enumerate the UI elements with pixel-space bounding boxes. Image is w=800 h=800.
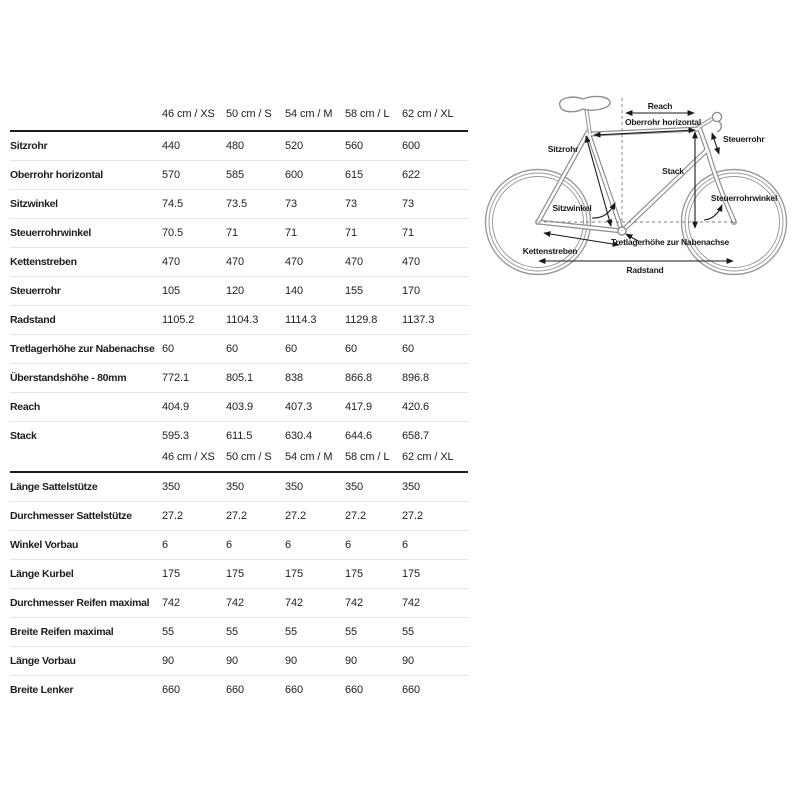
row-value: 71	[345, 227, 358, 239]
row-value: 622	[402, 169, 421, 181]
components-table	[10, 442, 468, 704]
size-column-header: 58 cm / L	[345, 108, 390, 120]
row-value: 175	[402, 568, 421, 580]
row-value: 6	[345, 539, 352, 551]
row-value: 27.2	[285, 510, 307, 522]
row-value: 170	[402, 285, 421, 297]
table-row	[10, 393, 468, 422]
row-value: 570	[162, 169, 181, 181]
row-value: 407.3	[285, 401, 313, 413]
row-value: 470	[402, 256, 421, 268]
saddle	[560, 96, 610, 134]
row-value: 772.1	[162, 372, 190, 384]
row-value: 90	[285, 655, 298, 667]
row-value: 660	[285, 684, 304, 696]
row-label: Steuerrohrwinkel	[10, 227, 91, 239]
row-value: 630.4	[285, 430, 313, 442]
row-value: 417.9	[345, 401, 373, 413]
sitzwinkel-label: Sitzwinkel	[552, 203, 592, 213]
row-value: 805.1	[226, 372, 254, 384]
row-value: 55	[402, 626, 415, 638]
row-value: 175	[226, 568, 245, 580]
row-value: 27.2	[162, 510, 184, 522]
size-column-header: 54 cm / M	[285, 108, 333, 120]
reach-label: Reach	[647, 101, 673, 111]
row-value: 71	[285, 227, 298, 239]
table-row	[10, 364, 468, 393]
row-value: 55	[162, 626, 175, 638]
row-value: 140	[285, 285, 304, 297]
row-label: Tretlagerhöhe zur Nabenachse	[10, 343, 155, 355]
row-value: 60	[402, 343, 415, 355]
table-row	[10, 618, 468, 647]
row-value: 520	[285, 140, 304, 152]
row-value: 155	[345, 285, 364, 297]
size-column-header: 46 cm / XS	[162, 108, 215, 120]
row-value: 585	[226, 169, 245, 181]
row-value: 90	[402, 655, 415, 667]
row-value: 105	[162, 285, 181, 297]
row-value: 27.2	[226, 510, 248, 522]
row-value: 403.9	[226, 401, 254, 413]
row-value: 175	[345, 568, 364, 580]
row-value: 6	[162, 539, 169, 551]
row-value: 73	[285, 198, 298, 210]
sitzrohr-label: Sitzrohr	[547, 144, 579, 154]
row-value: 742	[162, 597, 181, 609]
row-value: 6	[402, 539, 409, 551]
table-row	[10, 190, 468, 219]
row-value: 73	[402, 198, 415, 210]
size-header-row	[10, 442, 468, 473]
row-value: 350	[402, 481, 421, 493]
row-value: 866.8	[345, 372, 373, 384]
row-value: 660	[226, 684, 245, 696]
row-label: Winkel Vorbau	[10, 539, 79, 551]
row-value: 615	[345, 169, 364, 181]
row-value: 470	[345, 256, 364, 268]
row-value: 1104.3	[226, 314, 259, 326]
row-value: 420.6	[402, 401, 430, 413]
kettenstreben-label: Kettenstreben	[522, 246, 578, 256]
row-value: 27.2	[402, 510, 424, 522]
size-column-header: 46 cm / XS	[162, 450, 215, 463]
headtube-arrow	[712, 133, 719, 154]
radstand-label: Radstand	[626, 265, 664, 275]
stack-label: Stack	[662, 166, 684, 176]
row-value: 838	[285, 372, 304, 384]
table-row	[10, 560, 468, 589]
row-value: 1105.2	[162, 314, 195, 326]
frame-geometry-table	[10, 98, 468, 450]
size-column-header: 62 cm / XL	[402, 108, 454, 120]
row-value: 73	[345, 198, 358, 210]
row-value: 70.5	[162, 227, 184, 239]
row-label: Sitzrohr	[10, 140, 48, 152]
row-value: 60	[345, 343, 358, 355]
row-value: 440	[162, 140, 181, 152]
row-label: Breite Reifen maximal	[10, 626, 114, 638]
row-value: 600	[402, 140, 421, 152]
row-label: Durchmesser Reifen maximal	[10, 597, 150, 609]
row-value: 595.3	[162, 430, 190, 442]
row-value: 350	[162, 481, 181, 493]
row-label: Sitzwinkel	[10, 198, 58, 210]
row-label: Oberrohr horizontal	[10, 169, 103, 181]
row-value: 742	[285, 597, 304, 609]
table-row	[10, 161, 468, 190]
table-row	[10, 589, 468, 618]
row-value: 896.8	[402, 372, 430, 384]
row-label: Stack	[10, 430, 37, 442]
row-value: 71	[226, 227, 239, 239]
table-row	[10, 502, 468, 531]
bike-geometry-diagram	[480, 84, 800, 296]
size-column-header: 50 cm / S	[226, 108, 272, 120]
row-value: 644.6	[345, 430, 373, 442]
row-value: 73.5	[226, 198, 248, 210]
row-value: 1129.8	[345, 314, 378, 326]
row-label: Steuerrohr	[10, 285, 61, 297]
tretlagerhoehe-label: Tretlagerhöhe zur Nabenachse	[610, 237, 730, 247]
row-value: 60	[285, 343, 298, 355]
steuerrohrwinkel-label: Steuerrohrwinkel	[710, 193, 778, 203]
row-value: 660	[162, 684, 181, 696]
row-value: 71	[402, 227, 415, 239]
row-value: 1137.3	[402, 314, 435, 326]
table-row	[10, 531, 468, 560]
table-row	[10, 306, 468, 335]
oberrohr-label: Oberrohr horizontal	[624, 117, 702, 127]
head-angle-arc	[704, 205, 722, 220]
size-column-header: 54 cm / M	[285, 450, 333, 463]
row-value: 350	[285, 481, 304, 493]
row-value: 60	[226, 343, 239, 355]
row-label: Länge Sattelstütze	[10, 481, 98, 493]
row-value: 90	[162, 655, 175, 667]
row-value: 6	[285, 539, 292, 551]
size-column-header: 50 cm / S	[226, 450, 272, 463]
row-value: 1114.3	[285, 314, 317, 326]
row-label: Überstandshöhe - 80mm	[10, 372, 127, 384]
row-value: 611.5	[226, 430, 253, 442]
row-value: 660	[345, 684, 364, 696]
table-row	[10, 248, 468, 277]
row-label: Länge Vorbau	[10, 655, 76, 667]
row-value: 660	[402, 684, 421, 696]
row-value: 350	[345, 481, 364, 493]
row-value: 27.2	[345, 510, 367, 522]
steuerrohr-label: Steuerrohr	[723, 134, 765, 144]
row-value: 74.5	[162, 198, 184, 210]
row-value: 90	[226, 655, 239, 667]
table-row	[10, 132, 468, 161]
row-value: 350	[226, 481, 245, 493]
row-value: 470	[162, 256, 181, 268]
row-label: Reach	[10, 401, 41, 413]
table-row	[10, 219, 468, 248]
table-row	[10, 676, 468, 704]
row-value: 55	[345, 626, 358, 638]
row-value: 90	[345, 655, 358, 667]
row-value: 6	[226, 539, 233, 551]
row-label: Kettenstreben	[10, 256, 77, 268]
row-value: 120	[226, 285, 245, 297]
size-header-row	[10, 98, 468, 132]
row-value: 175	[285, 568, 304, 580]
row-value: 470	[226, 256, 245, 268]
table-row	[10, 473, 468, 502]
row-value: 658.7	[402, 430, 430, 442]
row-value: 742	[345, 597, 364, 609]
row-value: 742	[402, 597, 421, 609]
row-value: 55	[285, 626, 298, 638]
size-column-header: 62 cm / XL	[402, 450, 454, 463]
row-value: 175	[162, 568, 181, 580]
row-value: 742	[226, 597, 245, 609]
table-row	[10, 647, 468, 676]
row-value: 560	[345, 140, 364, 152]
row-label: Breite Lenker	[10, 684, 74, 696]
row-value: 480	[226, 140, 245, 152]
table-row	[10, 277, 468, 306]
size-column-header: 58 cm / L	[345, 450, 390, 463]
row-label: Länge Kurbel	[10, 568, 74, 580]
row-value: 470	[285, 256, 304, 268]
row-label: Radstand	[10, 314, 56, 326]
row-value: 55	[226, 626, 239, 638]
row-label: Durchmesser Sattelstütze	[10, 510, 132, 522]
row-value: 60	[162, 343, 175, 355]
row-value: 404.9	[162, 401, 190, 413]
row-value: 600	[285, 169, 304, 181]
table-row	[10, 335, 468, 364]
